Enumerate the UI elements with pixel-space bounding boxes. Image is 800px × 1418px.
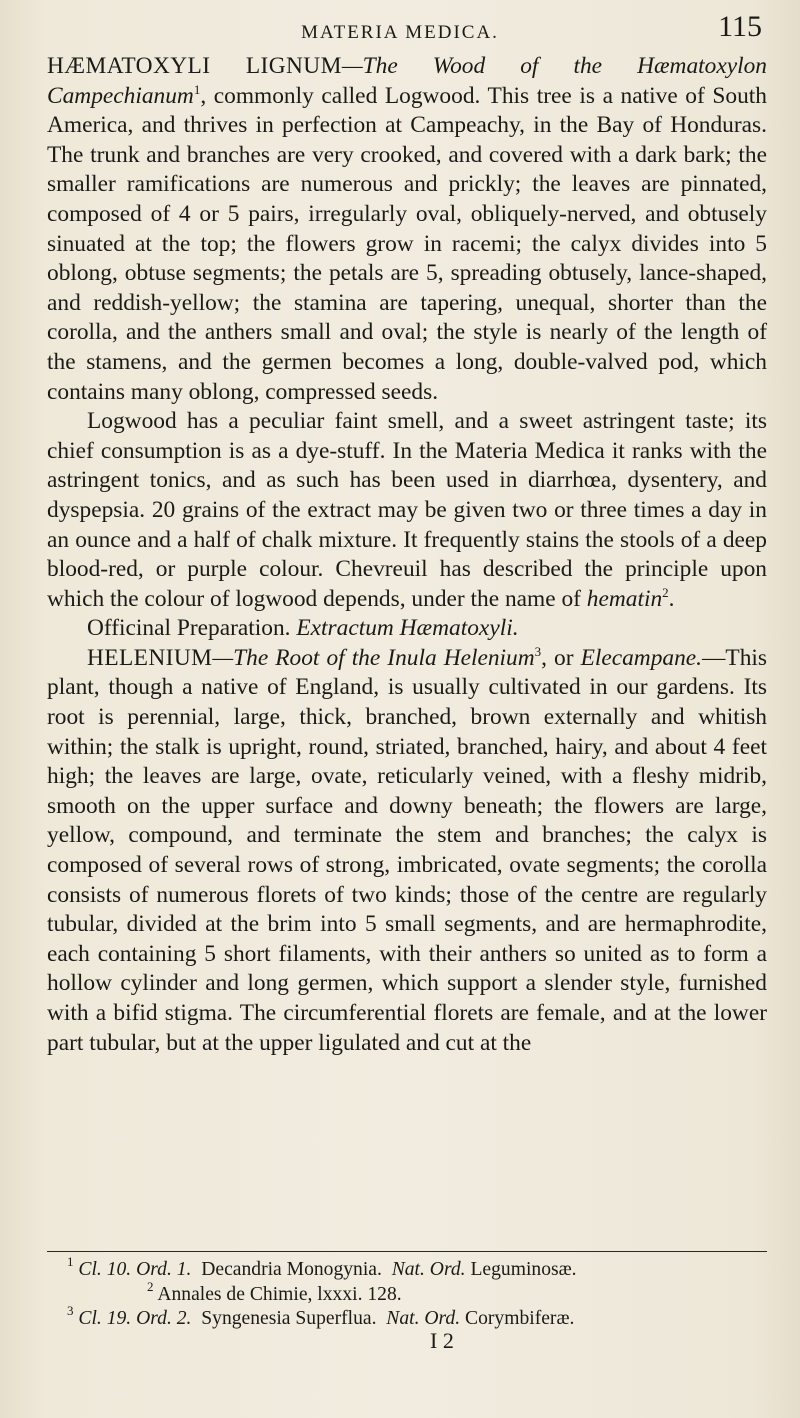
footnote-system: Syngenesia Superflua. <box>201 1308 377 1329</box>
main-text <box>47 52 767 1058</box>
entry-title-tail: , or <box>541 644 581 671</box>
footnotes <box>47 1254 767 1332</box>
running-head: MATERIA MEDICA. <box>301 22 499 43</box>
footnote-system: Decandria Monogynia. <box>201 1259 382 1280</box>
footnote-class: Cl. 19. Ord. 2. <box>78 1308 192 1329</box>
footnote-divider <box>47 1251 767 1252</box>
entry-title-alt: Elecampane. <box>580 644 703 671</box>
paragraph-logwood-uses <box>47 407 767 614</box>
entry-helenium <box>47 644 767 1058</box>
footnote-mark: 3 <box>67 1303 74 1318</box>
footnote-ref-1: 1 <box>193 81 201 97</box>
footnote-1 <box>47 1254 767 1283</box>
officinal-preparation <box>47 614 767 644</box>
prep-label: Officinal Preparation. <box>87 615 291 642</box>
footnote-ref-2: 2 <box>662 584 669 600</box>
page-header <box>0 8 800 48</box>
entry-body: , commonly called Logwood. This tree is a native of South America, and thrives in perfection at Campeachy, in the Bay of Honduras. The trunk and branches are very crooked, and covered with a dark bark; the smaller ramifications are numerous and prickly; the leaves are pinnated, composed of 4 or 5 pairs, irregularly oval, obliquely-nerved, and obtusely sinuated at the top; the flowers grow in racemi; the calyx divides into 5 oblong, obtuse segments; the petals are 5, spreading obtusely, lance-shaped, and reddish-yellow; the stamina are tapering, unequal, shorter than the corolla, and the anthers small and oval; the style is nearly of the length of the stamens, and the germen becomes a long, double-valved pod, which contains many oblong, compressed seeds. <box>47 82 767 405</box>
entry-title-italic: —The Root of the Inula Helenium <box>212 644 535 671</box>
footnote-nat-ord: Nat. Ord. <box>391 1259 466 1280</box>
footnote-family: Corymbiferæ. <box>465 1308 575 1329</box>
footnote-nat-ord: Nat. Ord. <box>386 1308 461 1329</box>
footnote-family: Leguminosæ. <box>470 1259 577 1280</box>
paragraph-text: Logwood has a peculiar faint smell, and a sweet astringent taste; its chief consumption is as a dye-stuff. In the Materia Medica it ranks with the astringent tonics, and as such has been used in diarrhœa, dysentery, and dyspepsia. 20 grains of the extract may be given two or three times a day in an ounce and a half of chalk mixture. It frequently stains the stools of a deep blood-red, or purple colour. Chevreuil has described the principle upon which the colour of logwood depends, under the name of <box>47 408 767 612</box>
entry-title-caps: HELENIUM <box>87 644 213 671</box>
footnote-mark: 1 <box>67 1254 74 1269</box>
prep-name: Extractum Hæmatoxyli. <box>296 615 519 642</box>
footnote-3 <box>47 1303 767 1332</box>
paragraph-end: . <box>668 585 675 612</box>
entry-title-caps: HÆMATOXYLI LIGNUM <box>47 53 342 79</box>
term-hematin: hematin <box>586 585 663 612</box>
entry-body: —This plant, though a native of England, is usually cultivated in our gardens. Its root is perennial, large, thick, branched, brown externally and whitish within; the stalk is upright, round, striated, branched, hairy, and about 4 feet high; the leaves are large, ovate, reticularly veined, with a fleshy midrib, smooth on the upper surface and downy beneath; the flowers are large, yellow, compound, and terminate the stem and branches; the calyx is composed of several rows of strong, imbricated, ovate segments; the corolla consists of numerous florets of two kinds; those of the centre are regularly tubular, divided at the brim into 5 small segments, and are hermaphrodite, each containing 5 short filaments, with their anthers so united as to form a hollow cylinder and long germen, which support a slender style, furnished with a bifid stigma. The circumferential florets are female, and at the lower part tubular, but at the upper ligulated and cut at the <box>47 644 767 1056</box>
entry-haematoxyli <box>47 52 767 407</box>
footnote-text: Annales de Chimie, lxxxi. 128. <box>157 1283 402 1305</box>
footnote-2 <box>47 1278 767 1308</box>
page-number: 115 <box>718 10 762 43</box>
signature-mark: I 2 <box>430 1328 454 1353</box>
footnote-class: Cl. 10. Ord. 1. <box>78 1259 192 1280</box>
footnote-ref-3: 3 <box>534 643 542 659</box>
footnote-mark: 2 <box>147 1278 154 1294</box>
entry-title-italic: —The Wood of the Hæmatoxylon Campechianum <box>47 53 767 109</box>
